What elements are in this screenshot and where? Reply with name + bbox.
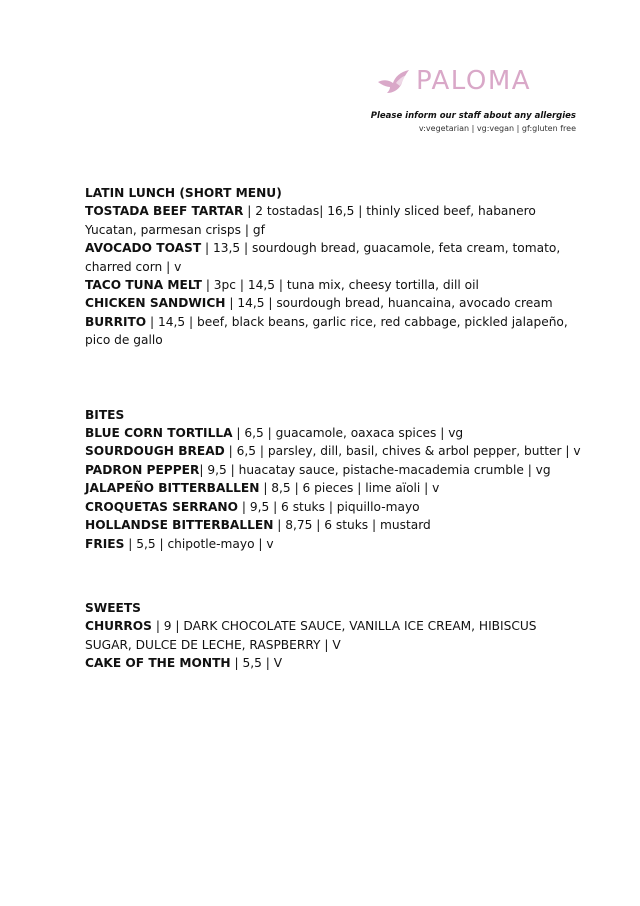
item-name: JALAPEÑO BITTERBALLEN: [85, 481, 260, 496]
section-latin-lunch: [85, 184, 585, 350]
diet-legend: v:vegetarian | vg:vegan | gf:gluten free: [418, 124, 576, 133]
menu-item: [85, 479, 585, 497]
menu-item: [85, 461, 585, 479]
section-title: BITES: [85, 407, 125, 422]
item-desc: | 5,5 | chipotle-mayo | v: [124, 536, 274, 551]
section-bites: [85, 406, 585, 553]
item-desc: | 6,5 | guacamole, oaxaca spices | vg: [232, 426, 464, 441]
menu-item: [85, 313, 585, 350]
section-title: SWEETS: [85, 600, 141, 615]
item-desc: | 9 | DARK CHOCOLATE SAUCE, VANILLA ICE CREAM, HIBISCUS SUGAR, DULCE DE LECHE, RASPBERRY | V: [85, 619, 537, 652]
section-title: LATIN LUNCH (SHORT MENU): [85, 186, 282, 200]
item-name: SOURDOUGH BREAD: [85, 444, 225, 459]
brand-name: PALOMA: [416, 66, 532, 96]
paloma-logo: [376, 64, 580, 98]
item-name: CHURROS: [85, 619, 152, 634]
dove-icon: [376, 66, 412, 96]
item-name: CAKE OF THE MONTH: [85, 656, 231, 671]
item-name: CHICKEN SANDWICH: [85, 296, 226, 311]
item-desc: | 13,5 | sourdough bread, guacamole, feta cream, tomato, charred corn | v: [85, 241, 561, 274]
menu-item: [85, 239, 585, 276]
menu-item: [85, 424, 585, 442]
item-name: BLUE CORN TORTILLA: [85, 426, 233, 441]
item-name: AVOCADO TOAST: [85, 241, 202, 256]
allergy-note: Please inform our staff about any allergies: [370, 111, 576, 121]
item-name: TOSTADA BEEF TARTAR: [85, 204, 244, 219]
section-sweets: [85, 599, 585, 673]
item-name: BURRITO: [85, 314, 147, 329]
item-desc: | 2 tostadas| 16,5 | thinly sliced beef, habanero Yucatan, parmesan crisps | gf: [85, 204, 536, 237]
menu-item: [85, 516, 585, 534]
menu-item: [85, 276, 585, 294]
allergy-info: [371, 110, 576, 135]
item-name: PADRON PEPPER: [85, 462, 200, 477]
menu-item: [85, 498, 585, 516]
item-desc: | 5,5 | V: [230, 656, 283, 671]
item-desc: | 6,5 | parsley, dill, basil, chives & arbol pepper, butter | v: [224, 444, 581, 459]
menu-item: [85, 202, 585, 239]
item-desc: | 8,5 | 6 pieces | lime aïoli | v: [259, 481, 440, 496]
item-desc: | 9,5 | huacatay sauce, pistache-macademia crumble | vg: [199, 462, 551, 477]
menu-item: [85, 654, 585, 672]
menu-item: [85, 535, 585, 553]
item-desc: | 9,5 | 6 stuks | piquillo-mayo: [237, 499, 420, 514]
item-desc: | 14,5 | beef, black beans, garlic rice, red cabbage, pickled jalapeño, pico de gallo: [85, 314, 568, 348]
item-desc: | 14,5 | sourdough bread, huancaina, avocado cream: [225, 296, 553, 311]
menu-item: [85, 442, 585, 460]
menu-item: [85, 294, 585, 312]
item-name: FRIES: [85, 536, 125, 551]
menu-body: [85, 184, 585, 673]
item-desc: | 8,75 | 6 stuks | mustard: [273, 518, 431, 533]
item-desc: | 3pc | 14,5 | tuna mix, cheesy tortilla, dill oil: [201, 278, 479, 293]
menu-item: [85, 617, 585, 654]
item-name: CROQUETAS SERRANO: [85, 499, 238, 514]
item-name: TACO TUNA MELT: [85, 278, 202, 293]
item-name: HOLLANDSE BITTERBALLEN: [85, 518, 274, 533]
